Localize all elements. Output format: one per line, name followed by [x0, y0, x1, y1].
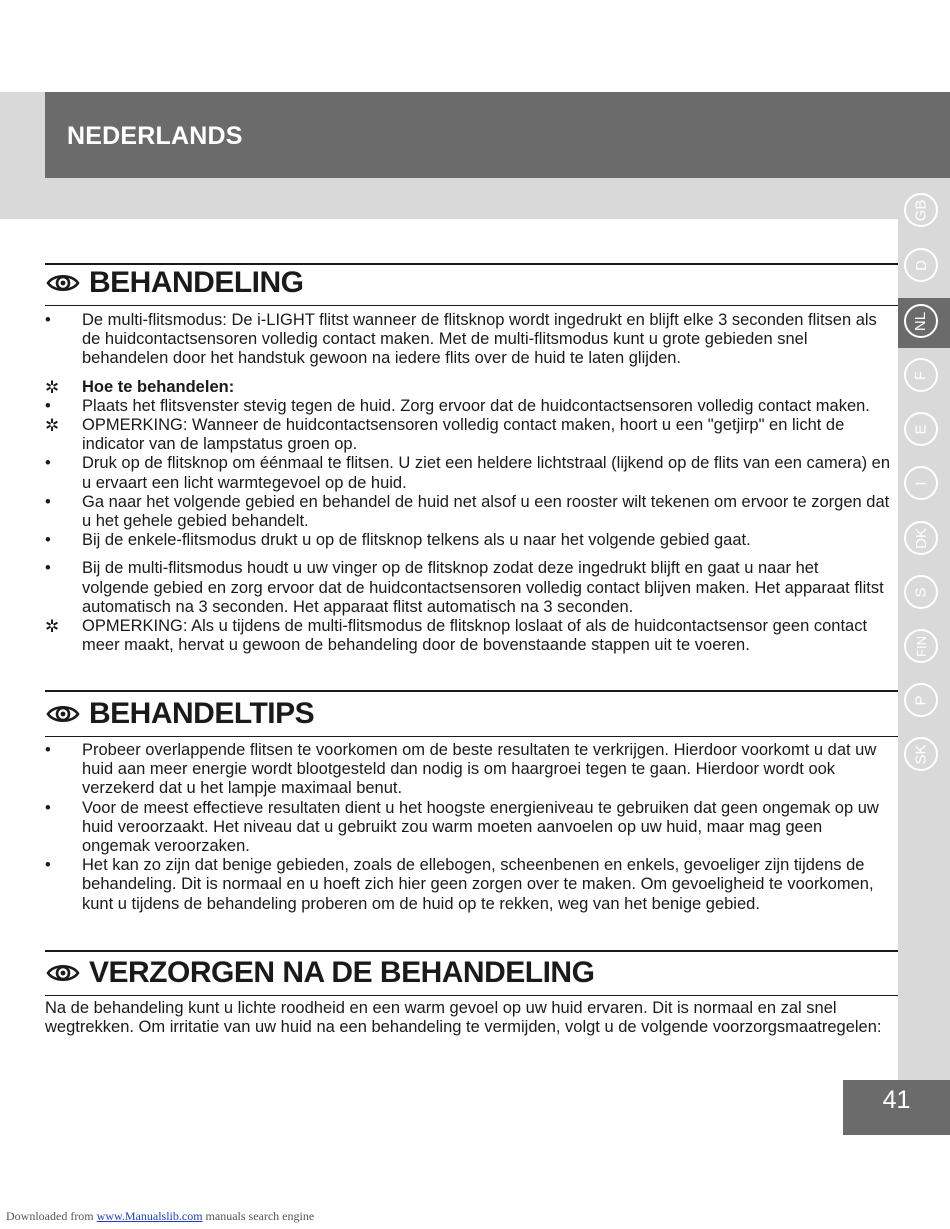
list-item: ✲ OPMERKING: Wanneer de huidcontactsensoren volledig contact maken, hoort u een "getjirp" en licht de indicator van de lampstatus groen op. — [45, 416, 845, 454]
bullet: • — [45, 798, 51, 817]
section-heading-behandeltips: BEHANDELTIPS — [46, 697, 314, 731]
list-item: • Plaats het flitsvenster stevig tegen de huid. Zorg ervoor dat de huidcontactsensoren volledig contact maken. — [45, 396, 870, 415]
lang-tab-d[interactable]: D — [904, 248, 938, 282]
list-item: • De multi-flitsmodus: De i-LIGHT flitst wanneer de flitsknop wordt ingedrukt en blijft elke 3 seconden flitsen als de huidcontactsensoren volledig contact maken. Met de multi-flitsmodus kunt u grote gebieden snel behandelen door het handstuk gewoon na iedere flits over de huid te laten glijden. — [45, 311, 877, 368]
list-item: ✲ Hoe te behandelen: — [45, 377, 235, 397]
bullet: • — [45, 559, 51, 578]
bullet: • — [45, 741, 51, 759]
manualslib-link[interactable]: www.Manualslib.com — [96, 1209, 203, 1223]
sun-icon: ✲ — [45, 617, 60, 637]
lang-tab-nl[interactable]: NL — [904, 304, 938, 338]
bullet: • — [45, 454, 51, 473]
list-item: • Druk op de flitsknop om éénmaal te flitsen. U ziet een heldere lichtstraal (lijkend op de flits van een camera) en u ervaart een licht warmtegevoel op de huid. — [45, 454, 891, 492]
aftercare-content — [45, 999, 885, 1037]
section-rule-bottom — [45, 995, 898, 996]
section-rule-bottom — [45, 305, 898, 306]
section-rule-top — [45, 690, 898, 692]
lang-tab-sk[interactable]: SK — [904, 737, 938, 771]
bullet: • — [45, 311, 51, 329]
eye-icon — [46, 703, 80, 725]
lang-tab-dk[interactable]: DK — [904, 521, 938, 555]
section-rule-bottom — [45, 736, 898, 737]
language-title: NEDERLANDS — [67, 122, 243, 150]
lang-tab-gb[interactable]: GB — [904, 193, 938, 227]
section-rule-top — [45, 263, 898, 265]
lang-tab-p[interactable]: P — [904, 683, 938, 717]
list-item: • Probeer overlappende flitsen te voorkomen om de beste resultaten te verkrijgen. Hierdoor voorkomt u dat uw huid aan meer energie wordt blootgesteld dan nodig is om haargroei tegen te gaan. Hierdoor wordt ook verzekerd dat u het lampje maximaal benut. — [45, 741, 877, 798]
sun-icon: ✲ — [45, 416, 60, 436]
aftercare-paragraph: Na de behandeling kunt u lichte roodheid en een warm gevoel op uw huid ervaren. Dit is normaal en zal snel wegtrekken. Om irritatie van uw huid na een behandeling te vermijden, volgt u de volgende voorzorgsmaatregelen: — [45, 999, 882, 1037]
bullet: • — [45, 531, 51, 550]
lang-tab-i[interactable]: I — [904, 466, 938, 500]
list-item: • Ga naar het volgende gebied en behandel de huid net alsof u een rooster wilt tekenen om ervoor te zorgen dat u het gehele gebied behandelt. — [45, 492, 890, 531]
sun-icon: ✲ — [45, 377, 60, 397]
list-item: • Bij de enkele-flitsmodus drukt u op de flitsknop telkens als u naar het volgende gebied gaat. — [45, 531, 751, 550]
page-number: 41 — [882, 1086, 911, 1114]
bullet: • — [45, 396, 51, 415]
list-item: • Bij de multi-flitsmodus houdt u uw vinger op de flitsknop zodat deze ingedrukt blijft en gaat u naar het volgende gebied en zorg ervoor dat de huidcontactsensoren volledig contact blijven maken. Het apparaat flitst automatisch na 3 seconden. Het apparaat flitst automatisch na 3 seconden. — [45, 559, 884, 616]
list-item: • Voor de meest effectieve resultaten dient u het hoogste energieniveau te gebruiken dat geen ongemak op uw huid veroorzaakt. Het niveau dat u gebruikt zou warm moeten aanvoelen op uw huid, maar mag geen ongemak veroorzaken. — [45, 798, 879, 856]
section-heading-aftercare: VERZORGEN NA DE BEHANDELING — [46, 956, 594, 990]
lang-tab-s[interactable]: S — [904, 575, 938, 609]
lang-tab-fin[interactable]: FIN — [904, 629, 938, 663]
section-heading-behandeling: BEHANDELING — [46, 266, 304, 300]
section-rule-top — [45, 950, 898, 952]
eye-icon — [46, 272, 80, 294]
bullet: • — [45, 492, 51, 511]
lang-tab-f[interactable]: F — [904, 358, 938, 392]
behandeling-content — [45, 311, 890, 655]
lang-tab-e[interactable]: E — [904, 412, 938, 446]
list-item: ✲ OPMERKING: Als u tijdens de multi-flitsmodus de flitsknop loslaat of als de huidcontactsensor geen contact meer maakt, hervat u gewoon de behandeling door de bovenstaande stappen uit te voeren. — [45, 617, 868, 655]
list-item: • Het kan zo zijn dat benige gebieden, zoals de ellebogen, scheenbenen en enkels, gevoeliger zijn tijdens de behandeling. Dit is normaal en u hoeft zich hier geen zorgen over te maken. Om gevoeligheid te voorkomen, kunt u tijdens de behandeling proberen om de huid op te rekken, weg van het benige gebied. — [45, 856, 874, 913]
eye-icon — [46, 962, 80, 984]
tips-content — [45, 741, 890, 914]
bullet: • — [45, 856, 51, 875]
download-footer: Downloaded from www.Manualslib.com manuals search engine — [6, 1209, 315, 1223]
